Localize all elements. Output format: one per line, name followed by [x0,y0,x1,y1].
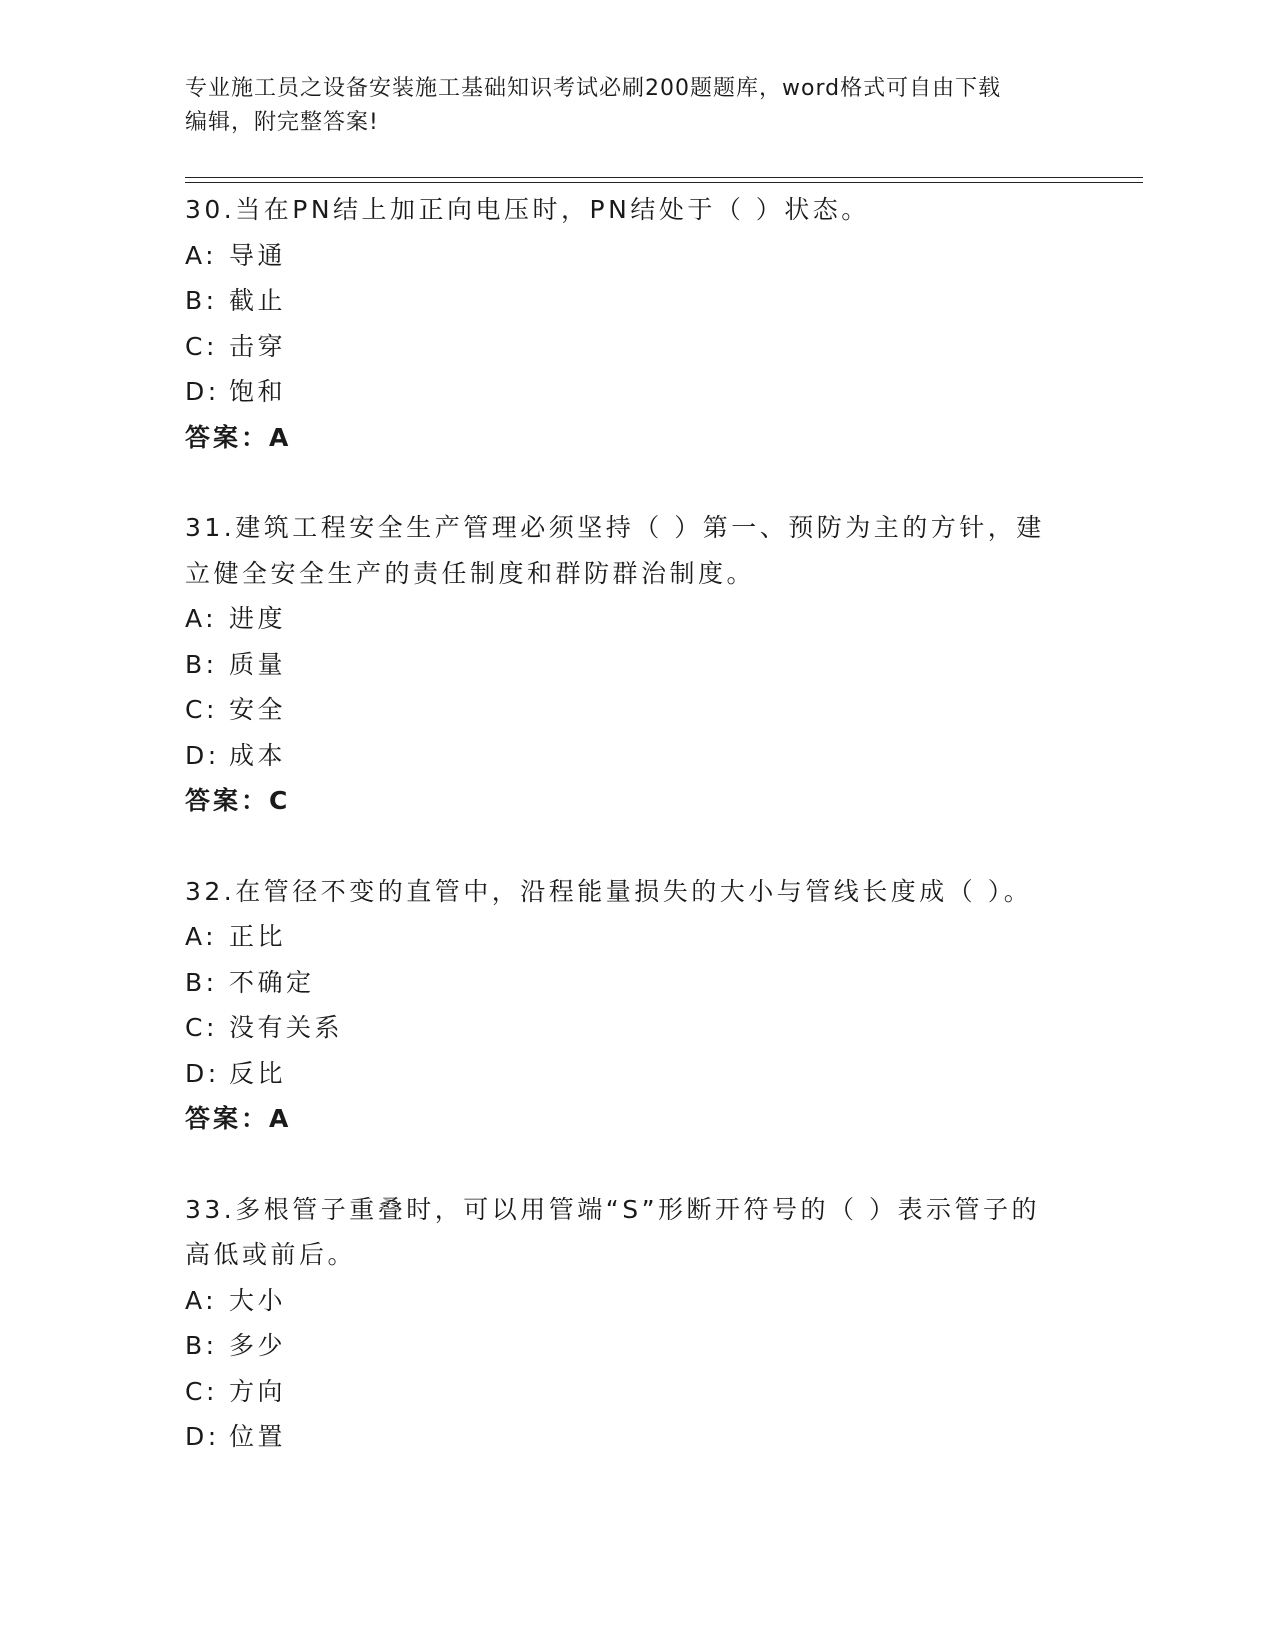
option-b [185,278,1085,324]
option-text: 大小 [229,1285,287,1315]
option-text: 进度 [229,604,287,633]
header-divider-bottom [185,182,1143,183]
option-key: A: [185,922,218,951]
option-d [185,733,1085,779]
answer: 答案：A [185,422,292,452]
question-text-continued: 立健全安全生产的责任制度和群防群治制度。 [185,558,756,588]
option-c [185,1005,1085,1051]
header-line-2: 编辑，附完整答案! [185,110,379,135]
option-text: 击穿 [229,331,287,361]
option-d [185,1414,1085,1460]
option-text: 质量 [229,649,287,679]
option-a [185,1278,1085,1324]
option-a [185,233,1085,279]
option-d [185,369,1085,415]
option-key: A: [185,240,218,270]
option-text: 成本 [229,740,287,770]
option-a [185,596,1085,642]
option-key: B: [185,1331,218,1360]
question-30 [185,187,1085,460]
option-text: 反比 [229,1058,287,1088]
option-d [185,1051,1085,1097]
option-c [185,324,1085,370]
option-key: C: [185,695,218,724]
question-text: 32.在管径不变的直管中，沿程能量损失的大小与管线长度成（ ）。 [185,876,1033,906]
option-text: 多少 [229,1331,287,1360]
option-key: B: [185,649,218,679]
option-text: 方向 [229,1376,287,1406]
document-header [185,72,1065,140]
option-key: C: [185,331,218,361]
option-key: D: [185,377,220,406]
option-c [185,1369,1085,1415]
option-text: 没有关系 [229,1013,344,1042]
question-32 [185,869,1085,1142]
option-key: C: [185,1013,218,1042]
option-key: D: [185,740,220,770]
option-text: 饱和 [229,377,287,406]
option-text: 安全 [229,695,287,724]
option-b [185,1323,1085,1369]
option-key: A: [185,604,218,633]
option-key: D: [185,1058,220,1088]
option-key: A: [185,1285,218,1315]
option-text: 正比 [229,922,287,951]
answer: 答案：A [185,1104,292,1133]
question-text: 31.建筑工程安全生产管理必须坚持（ ）第一、预防为主的方针，建 [185,513,1045,542]
question-list [185,187,1085,1460]
option-key: C: [185,1376,218,1406]
option-text: 不确定 [229,967,315,997]
question-33 [185,1187,1085,1460]
header-divider-top [185,177,1143,178]
option-key: B: [185,967,218,997]
question-31 [185,505,1085,824]
option-key: D: [185,1422,220,1451]
answer: 答案：C [185,786,291,815]
header-line-1: 专业施工员之设备安装施工基础知识考试必刷200题题库，word格式可自由下载 [185,76,1002,101]
option-text: 导通 [229,240,287,270]
question-text: 33.多根管子重叠时，可以用管端“S”形断开符号的（ ）表示管子的 [185,1194,1040,1224]
option-b [185,642,1085,688]
option-text: 位置 [229,1422,287,1451]
question-text-continued: 高低或前后。 [185,1240,357,1269]
option-text: 截止 [229,286,287,315]
question-text: 30.当在PN结上加正向电压时，PN结处于（ ）状态。 [185,195,870,224]
option-c [185,687,1085,733]
option-a [185,914,1085,960]
option-b [185,960,1085,1006]
option-key: B: [185,286,218,315]
